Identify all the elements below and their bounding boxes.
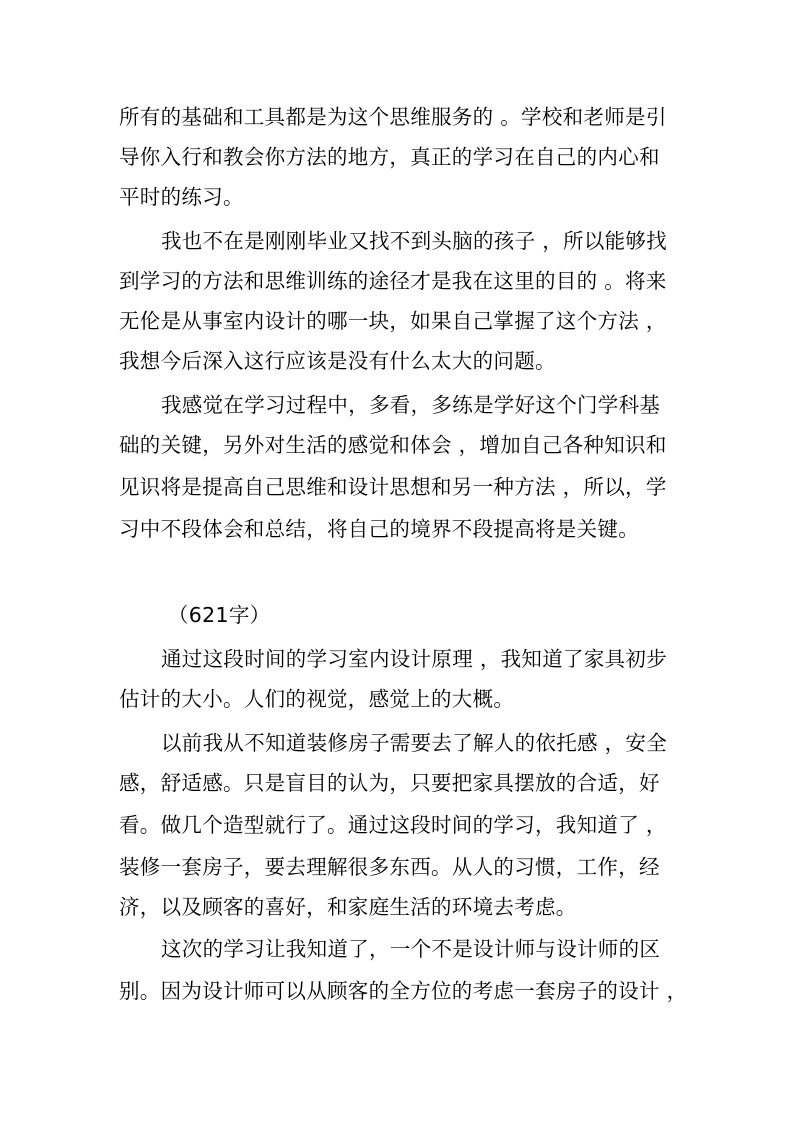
text-line: 所有的基础和工具都是为这个思维服务的 。学校和老师是引	[119, 105, 667, 129]
text-line: 我也不在是刚刚毕业又找不到头脑的孩子 ，所以能够找	[161, 229, 668, 253]
text-line: 无伦是从事室内设计的哪一块，如果自己掌握了这个方法 ，	[119, 309, 667, 333]
text-line: 济，以及顾客的喜好，和家庭生活的环境去考虑。	[119, 895, 577, 919]
text-line: 习中不段体会和总结，将自己的境界不段提高将是关键。	[119, 517, 639, 541]
text-line: 平时的练习。	[119, 185, 244, 209]
text-line: 装修一套房子，要去理解很多东西。从人的习惯，工作，经	[119, 855, 660, 879]
text-line: 我感觉在学习过程中，多看，多练是学好这个门学科基	[161, 393, 661, 417]
text-line: 导你入行和教会你方法的地方，真正的学习在自己的内心和	[119, 145, 660, 169]
text-line: 这次的学习让我知道了，一个不是设计师与设计师的区	[161, 937, 661, 961]
text-line: 到学习的方法和思维训练的途径才是我在这里的目的 。将来	[119, 269, 667, 293]
text-line: 感，舒适感。只是盲目的认为，只要把家具摆放的合适，好	[119, 771, 660, 795]
text-line: 以前我从不知道装修房子需要去了解人的依托感 ，安全	[161, 731, 668, 755]
text-line: 别。因为设计师可以从顾客的全方位的考虑一套房子的设计 ，	[119, 979, 688, 1003]
text-line: 通过这段时间的学习室内设计原理 ，我知道了家具初步	[161, 647, 668, 671]
text-line: 看。做几个造型就行了。通过这段时间的学习，我知道了 ，	[119, 813, 667, 837]
word-count: （621字）	[168, 603, 271, 627]
text-line: 础的关键，另外对生活的感觉和体会 ，增加自己各种知识和	[119, 433, 667, 457]
text-line: 见识将是提高自己思维和设计思想和另一种方法 ，所以，学	[119, 475, 667, 499]
text-line: 估计的大小。人们的视觉，感觉上的大概。	[119, 687, 515, 711]
text-line: 我想今后深入这行应该是没有什么太大的问题。	[119, 349, 556, 373]
